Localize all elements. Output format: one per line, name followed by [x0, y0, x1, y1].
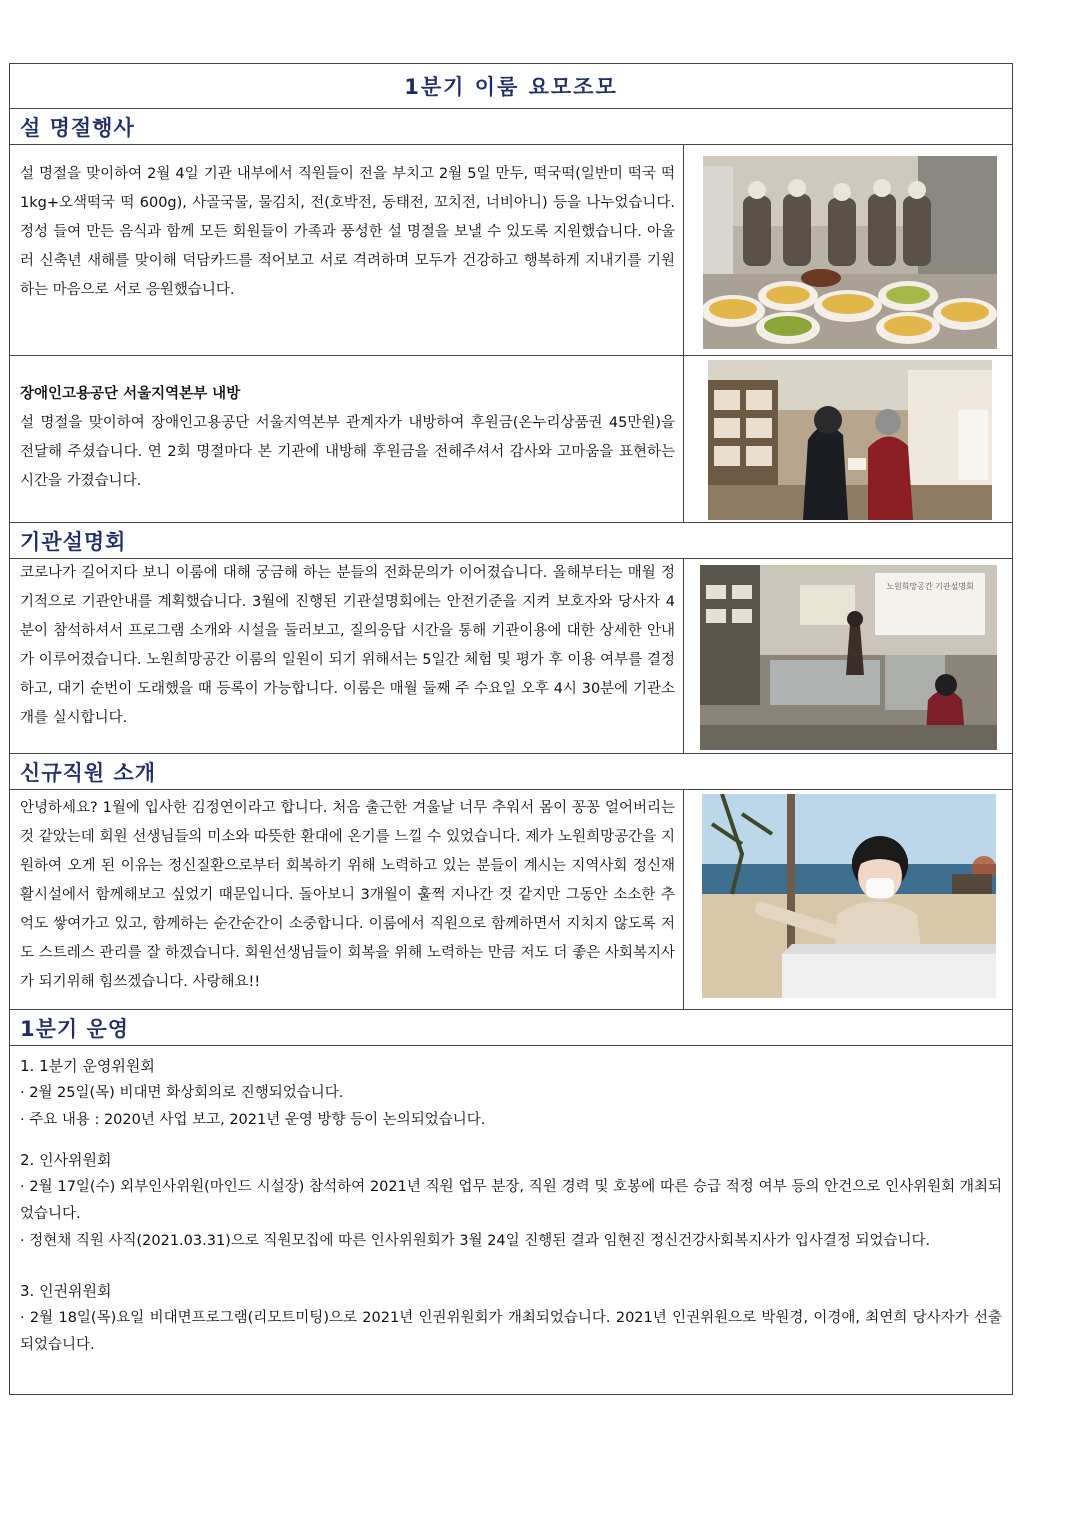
ops-item-line: · 주요 내용 : 2020년 사업 보고, 2021년 운영 방향 등이 논의되었습니다.: [20, 1112, 486, 1128]
lunar-row-food: [10, 145, 1012, 356]
briefing-text-cell: [10, 559, 684, 753]
section-title: 설 명절행사: [20, 115, 135, 140]
page-title: 1분기 이룸 요모조모: [404, 75, 618, 99]
lunar-row-visit: [10, 356, 1012, 523]
briefing-photo-cell: [684, 559, 1012, 753]
ops-item-line: · 정현채 직원 사직(2021.03.31)으로 직원모집에 따른 인사위원회가 3월 24일 진행된 결과 임현진 정신건강사회복지사가 입사결정 되었습니다.: [20, 1233, 931, 1249]
food-sharing-photo: [703, 156, 997, 349]
visit-text-cell: [10, 356, 684, 522]
spacer: [20, 1134, 1002, 1146]
section-heading-staff: [10, 754, 1012, 790]
newsletter-sheet: [9, 63, 1013, 1395]
visit-paragraph: 설 명절을 맞이하여 장애인고용공단 서울지역본부 관계자가 내방하여 후원금(온누리상품권 45만원)을 전달해 주셨습니다. 연 2회 명절마다 본 기관에 내방해 후원금을 전해주셔서 감사와 고마움을 표현하는 시간을 가졌습니다.: [20, 415, 675, 489]
section-title: 신규직원 소개: [20, 760, 157, 785]
section-heading-ops: [10, 1010, 1012, 1046]
ops-item-title: 1. 1분기 운영위원회: [20, 1057, 155, 1075]
lunar-text-cell: [10, 145, 684, 355]
visit-title: 장애인고용공단 서울지역본부 내방: [20, 386, 241, 402]
section-title: 1분기 운영: [20, 1016, 130, 1041]
section-heading-briefing: [10, 523, 1012, 559]
briefing-paragraph: 코로나가 길어지다 보니 이룸에 대해 궁금해 하는 분들의 전화문의가 이어졌습니다. 올해부터는 매월 정기적으로 기관안내를 계획했습니다. 3월에 진행된 기관설명회에는 안전기준을 지켜 보호자와 당사자 4분이 참석하셔서 프로그램 소개와 시설을 둘러보고, 질의응답 시간을 통해 기관이용에 대한 상세한 안내가 이루어졌습니다. 노원희망공간 이룸의 일원이 되기 위해서는 5일간 체험 및 평가 후 이용 여부를 결정하고, 대기 순번이 도래했을 때 등록이 가능합니다. 이룸은 매월 둘째 주 수요일 오후 4시 30분에 기관소개를 실시합니다.: [20, 565, 675, 726]
staff-paragraph: 안녕하세요? 1월에 입사한 김정연이라고 합니다. 처음 출근한 겨울날 너무 추워서 몸이 꽁꽁 얼어버리는 것 같았는데 회원 선생님들의 미소와 따뜻한 환대에 온기를 느낄 수 있었습니다. 제가 노원희망공간을 지원하여 오게 된 이유는 정신질환으로부터 회복하기 위해 노력하고 있는 분들이 계시는 지역사회 정신재활시설에서 함께해보고 싶었기 때문입니다. 돌아보니 3개월이 훌쩍 지나간 것 같지만 그동안 소소한 추억도 쌓여가고 있고, 함께하는 순간순간이 소중합니다. 이룸에서 직원으로 함께하면서 지치지 않도록 저도 스트레스 관리를 잘 하겠습니다. 회원선생님들이 회복을 위해 노력하는 만큼 저도 더 좋은 사회복지사가 되기위해 힘쓰겠습니다. 사랑해요!!: [20, 800, 675, 990]
ops-body: [10, 1046, 1012, 1396]
spacer: [20, 1255, 1002, 1277]
staff-text-cell: [10, 790, 684, 1009]
staff-row: [10, 790, 1012, 1010]
title-row: [10, 64, 1012, 109]
lunar-photo-cell: [684, 145, 1012, 355]
ops-item-title: 2. 인사위원회: [20, 1151, 112, 1169]
ops-item-line: · 2월 17일(수) 외부인사위원(마인드 시설장) 참석하여 2021년 직원 업무 분장, 직원 경력 및 호봉에 따른 승급 적정 여부 등의 안건으로 인사위원회 개최되었습니다.: [20, 1179, 1002, 1222]
new-staff-photo: [702, 794, 996, 998]
staff-photo-cell: [684, 790, 1012, 1009]
briefing-session-photo: [700, 565, 997, 750]
ops-item-title: 3. 인권위원회: [20, 1282, 112, 1300]
projector-screen-text: 노원희망공간 기관설명회: [886, 582, 974, 591]
briefing-session-photo-image: [700, 565, 997, 750]
donation-visit-photo-image: [708, 360, 992, 520]
lunar-paragraph: 설 명절을 맞이하여 2월 4일 기관 내부에서 직원들이 전을 부치고 2월 5일 만두, 떡국떡(일반미 떡국 떡 1kg+오색떡국 떡 600g), 사골국물, 물김치, 전(호박전, 동태전, 꼬치전, 너비아니) 등을 나누었습니다. 정성 들여 만든 음식과 함께 모든 회원들이 가족과 풍성한 설 명절을 보낼 수 있도록 지원했습니다. 아울러 신축년 새해를 맞이해 덕담카드를 적어보고 서로 격려하며 모두가 건강하고 행복하게 지내기를 기원하는 마음으로 서로 응원했습니다.: [20, 166, 675, 298]
new-staff-photo-image: [702, 794, 996, 998]
visit-photo-cell: [684, 356, 1012, 522]
food-sharing-photo-image: [703, 156, 997, 349]
section-title: 기관설명회: [20, 529, 127, 554]
briefing-row: [10, 559, 1012, 754]
section-heading-lunar: [10, 109, 1012, 145]
donation-visit-photo: [708, 360, 992, 520]
ops-item-line: · 2월 25일(목) 비대면 화상회의로 진행되었습니다.: [20, 1085, 344, 1101]
ops-item-line: · 2월 18일(목)요일 비대면프로그램(리모트미팅)으로 2021년 인권위원회가 개최되었습니다. 2021년 인권위원으로 박원경, 이경애, 최연희 당사자가 선출되었습니다.: [20, 1310, 1002, 1353]
